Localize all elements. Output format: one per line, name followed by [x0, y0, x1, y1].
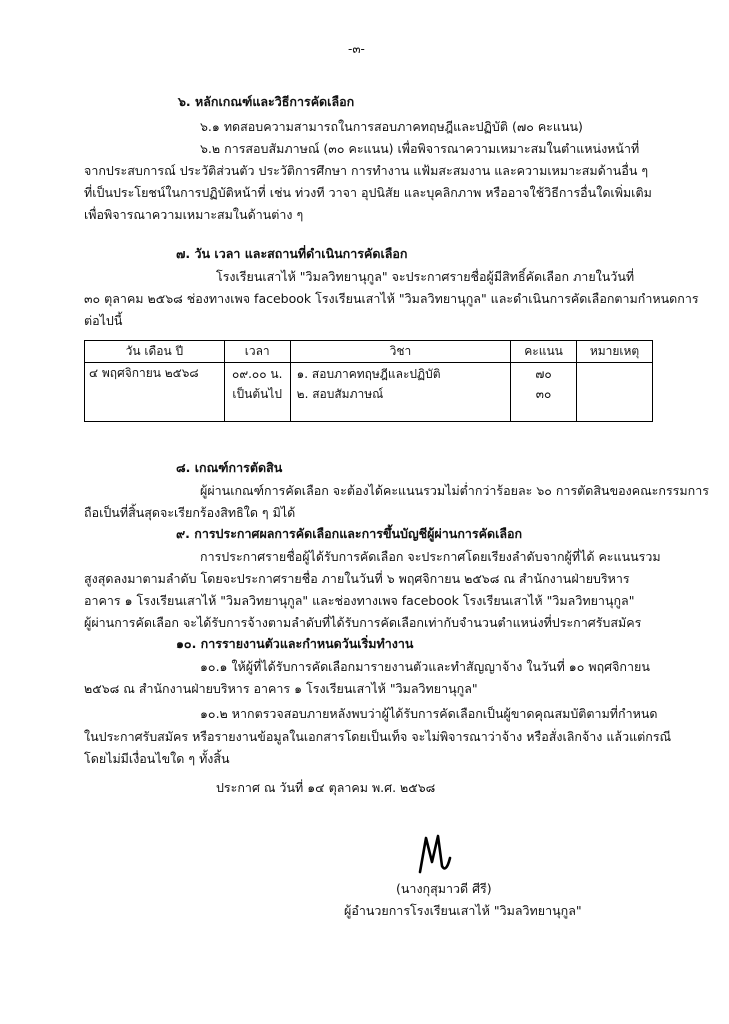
section7-line3: ต่อไปนี้	[84, 313, 123, 328]
header-time: เวลา	[224, 341, 290, 363]
signature-image	[416, 832, 456, 876]
header-subject: วิชา	[290, 341, 510, 363]
cell-date: ๔ พฤศจิกายน ๒๕๖๘	[85, 363, 225, 422]
section7-line2: ๓๐ ตุลาคม ๒๕๖๘ ช่องทางเพจ facebook โรงเรียนเสาไห้ "วิมลวิทยานุกูล" และดำเนินการคัดเลือกตามกำหนดการ	[84, 291, 699, 306]
section10-item2-line1: ๑๐.๒ หากตรวจสอบภายหลังพบว่าผู้ได้รับการคัดเลือกเป็นผู้ขาดคุณสมบัติตามที่กำหนด	[200, 706, 658, 721]
schedule-table	[84, 340, 653, 422]
section9-line1: การประกาศรายชื่อผู้ได้รับการคัดเลือก จะประกาศโดยเรียงลำดับจากผู้ที่ได้ คะแนนรวม	[200, 549, 661, 564]
cell-score	[511, 363, 577, 422]
score-2: ๓๐	[535, 387, 552, 401]
section10-item2-line2: ในประกาศรับสมัคร หรือรายงานข้อมูลในเอกสารโดยเป็นเท็จ จะไม่พิจารณาว่าจ้าง หรือสั่งเลิกจ้าง แล้วแต่กรณี	[84, 729, 672, 744]
section6-heading: ๖. หลักเกณฑ์และวิธีการคัดเลือก	[178, 94, 355, 109]
header-note: หมายเหตุ	[577, 341, 653, 363]
section9-line3: อาคาร ๑ โรงเรียนเสาไห้ "วิมลวิทยานุกูล" และช่องทางเพจ facebook โรงเรียนเสาไห้ "วิมลวิทยานุกูล"	[84, 593, 635, 608]
section10-item1-line1: ๑๐.๑ ให้ผู้ที่ได้รับการคัดเลือกมารายงานตัวและทำสัญญาจ้าง ในวันที่ ๑๐ พฤศจิกายน	[200, 659, 650, 674]
page-number: -๓-	[348, 42, 365, 56]
section7-heading: ๗. วัน เวลา และสถานที่ดำเนินการคัดเลือก	[176, 246, 408, 261]
section9-line2: สูงสุดลงมาตามลำดับ โดยจะประกาศรายชื่อ ภายในวันที่ ๖ พฤศจิกายน ๒๕๖๘ ณ สำนักงานฝ่ายบริหาร	[84, 571, 630, 586]
header-score: คะแนน	[511, 341, 577, 363]
section6-item2-line4: เพื่อพิจารณาความเหมาะสมในด้านต่าง ๆ	[84, 207, 304, 222]
header-date: วัน เดือน ปี	[85, 341, 225, 363]
section9-line4: ผู้ผ่านการคัดเลือก จะได้รับการจ้างตามลำดับที่ได้รับการคัดเลือกเท่ากับจำนวนตำแหน่งที่ประกาศรับสมัคร	[84, 615, 642, 630]
section9-heading: ๙. การประกาศผลการคัดเลือกและการขึ้นบัญชีผู้ผ่านการคัดเลือก	[176, 526, 523, 541]
section10-item1-line2: ๒๕๖๘ ณ สำนักงานฝ่ายบริหาร อาคาร ๑ โรงเรียนเสาไห้ "วิมลวิทยานุกูล"	[84, 681, 478, 696]
score-1: ๗๐	[535, 367, 552, 381]
section6-item1: ๖.๑ ทดสอบความสามารถในการสอบภาคทฤษฎีและปฏิบัติ (๗๐ คะแนน)	[200, 119, 583, 134]
section8-heading: ๘. เกณฑ์การตัดสิน	[176, 460, 283, 475]
section10-item2-line3: โดยไม่มีเงื่อนไขใด ๆ ทั้งสิ้น	[84, 751, 230, 766]
cell-note	[577, 363, 653, 422]
announcement-date: ประกาศ ณ วันที่ ๑๔ ตุลาคม พ.ศ. ๒๕๖๘	[216, 780, 436, 795]
signer-name: (นางกุสุมาวดี ศีรี)	[396, 881, 492, 896]
time-line2: เป็นต้นไป	[232, 387, 282, 401]
section6-item2-line2: จากประสบการณ์ ประวัติส่วนตัว ประวัติการศึกษา การทำงาน แฟ้มสะสมงาน และความเหมาะสมด้านอื่น ๆ	[84, 163, 649, 178]
time-line1: ๐๙.๐๐ น.	[232, 367, 283, 381]
section8-line2: ถือเป็นที่สิ้นสุดจะเรียกร้องสิทธิใด ๆ มิได้	[84, 505, 296, 520]
section6-item2-line3: ที่เป็นประโยชน์ในการปฏิบัติหน้าที่ เช่น ท่วงที วาจา อุปนิสัย และบุคลิกภาพ หรืออาจใช้วิธีการอื่นใดเพิ่มเติม	[84, 185, 652, 200]
cell-time	[224, 363, 290, 422]
cell-subject	[290, 363, 510, 422]
table-row	[85, 363, 653, 422]
section10-heading: ๑๐. การรายงานตัวและกำหนดวันเริ่มทำงาน	[176, 636, 414, 651]
section6-item2-line1: ๖.๒ การสอบสัมภาษณ์ (๓๐ คะแนน) เพื่อพิจารณาความเหมาะสมในตำแหน่งหน้าที่	[200, 141, 640, 156]
section8-line1: ผู้ผ่านเกณฑ์การคัดเลือก จะต้องได้คะแนนรวมไม่ต่ำกว่าร้อยละ ๖๐ การตัดสินของคณะกรรมการ	[200, 483, 709, 498]
section7-line1: โรงเรียนเสาไห้ "วิมลวิทยานุกูล" จะประกาศรายชื่อผู้มีสิทธิ์คัดเลือก ภายในวันที่	[216, 269, 635, 284]
subject-1: ๑. สอบภาคทฤษฎีและปฏิบัติ	[296, 367, 441, 381]
subject-2: ๒. สอบสัมภาษณ์	[296, 387, 384, 401]
table-header-row	[85, 341, 653, 363]
signer-title: ผู้อำนวยการโรงเรียนเสาไห้ "วิมลวิทยานุกูล"	[344, 903, 582, 918]
